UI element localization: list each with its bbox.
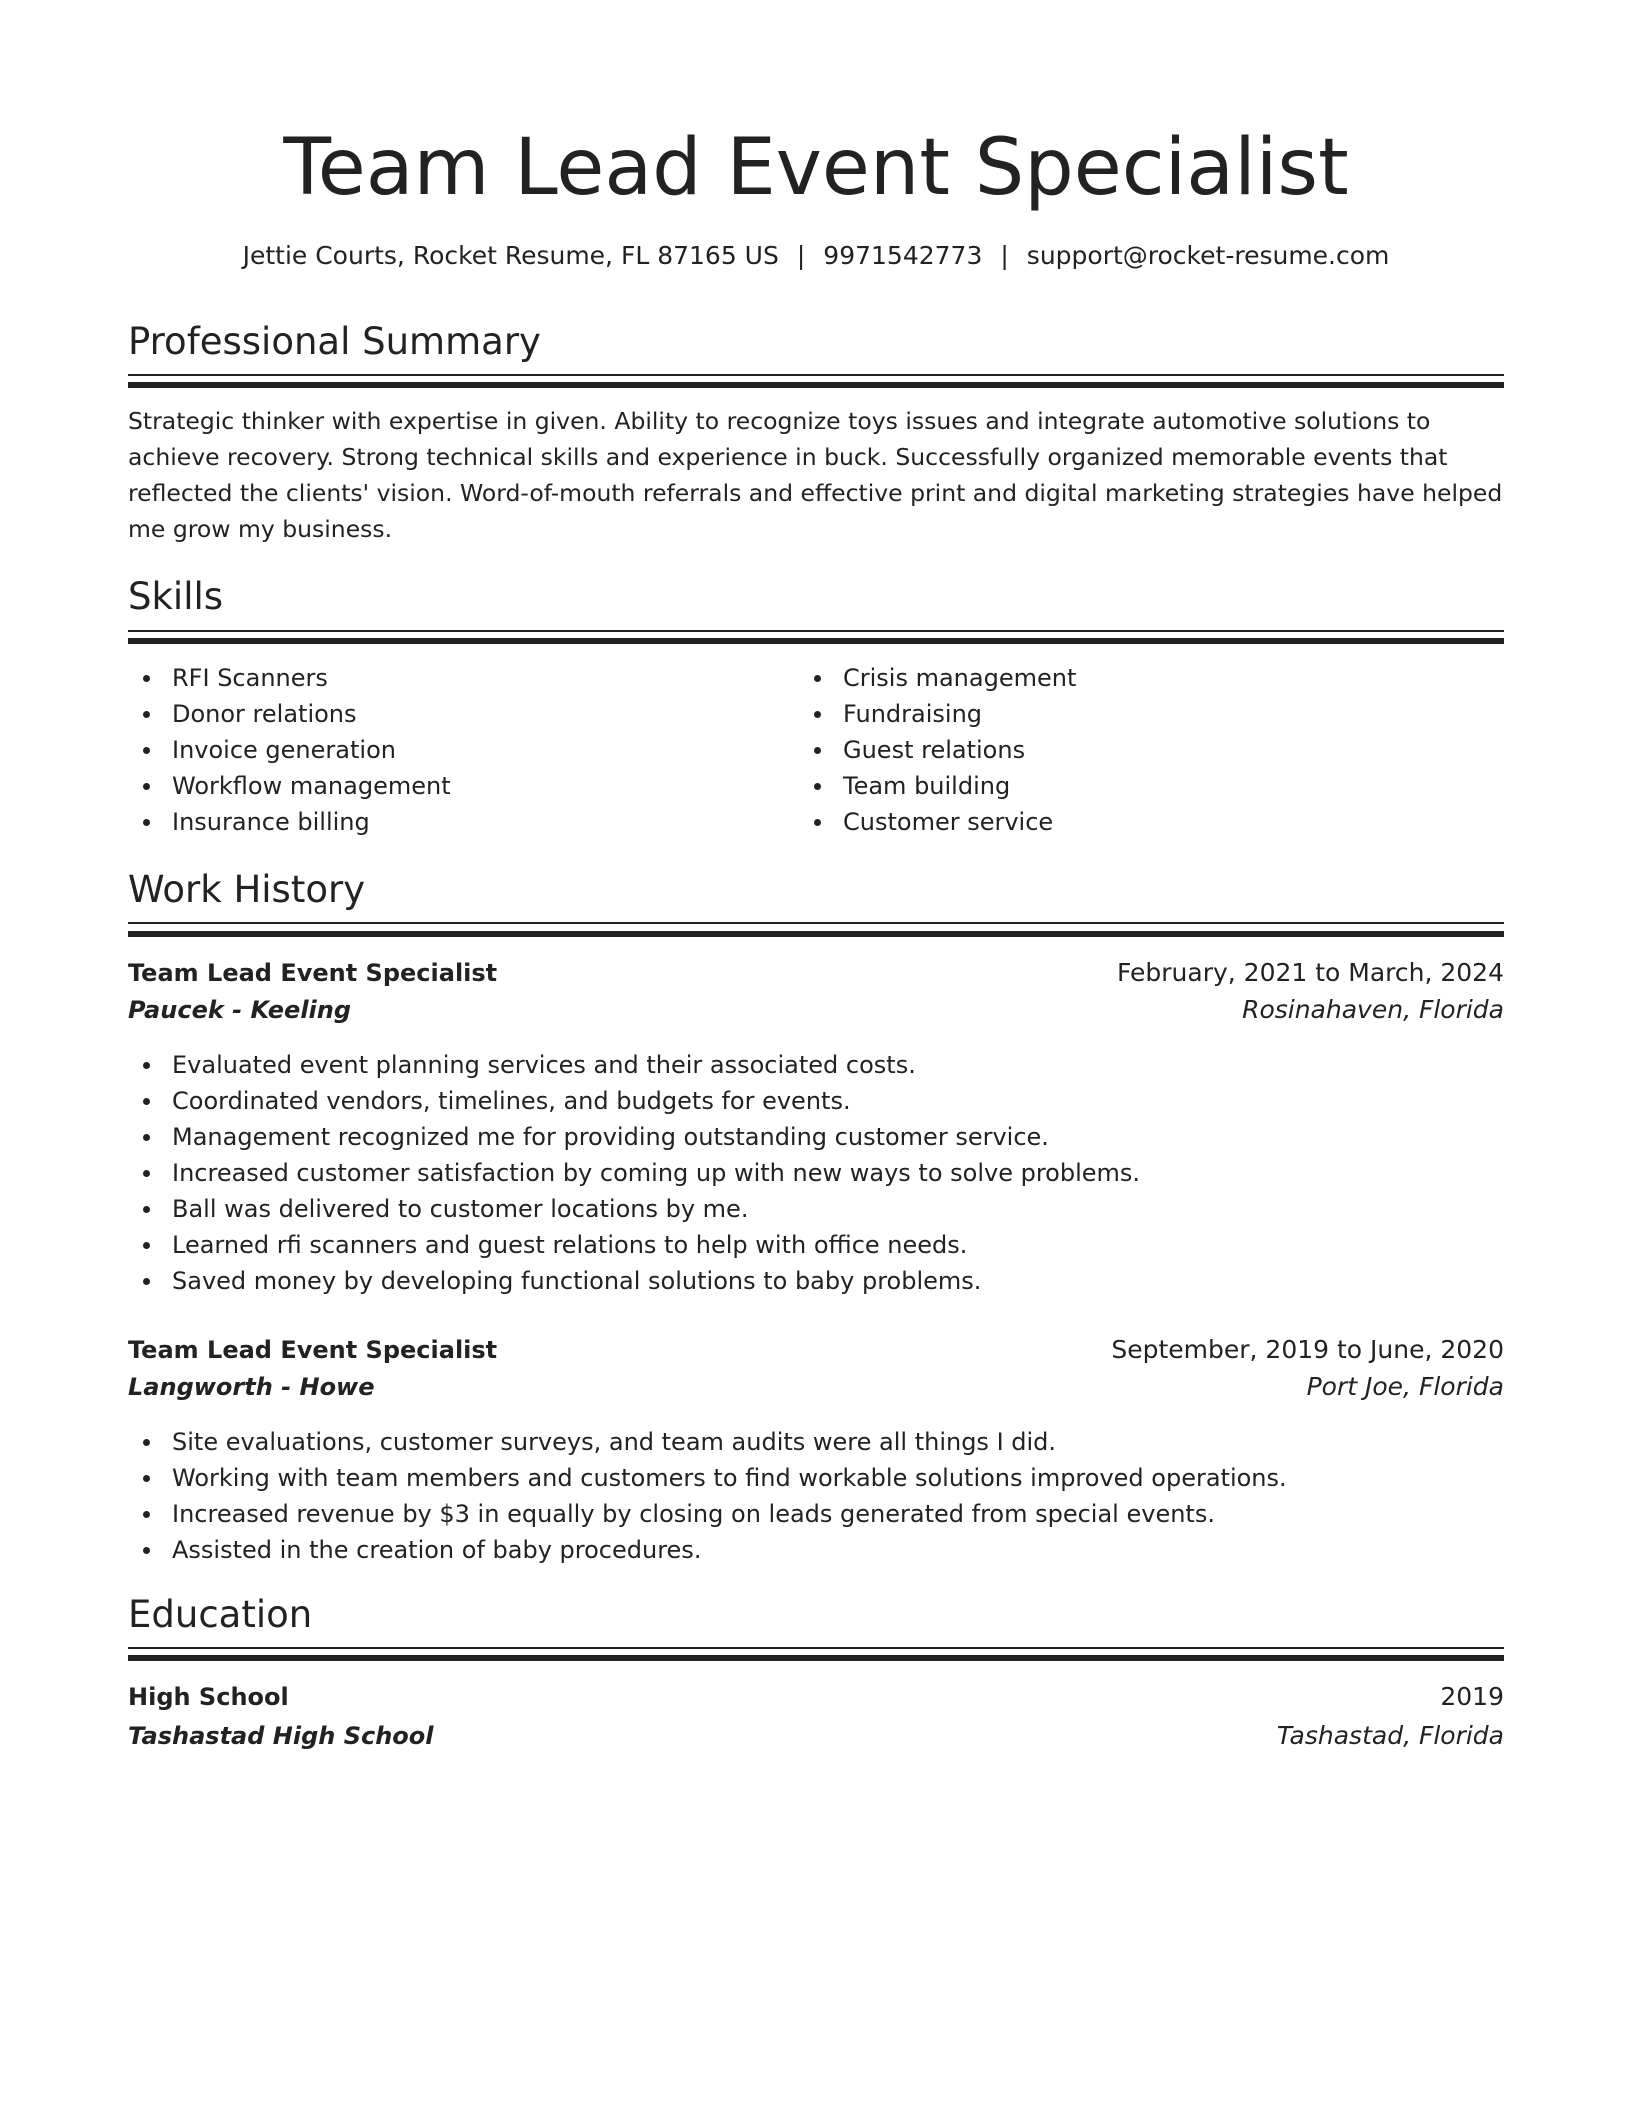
skills-column-right: [799, 660, 1439, 840]
job-responsibilities: [128, 1047, 1504, 1299]
job-bullet: Increased customer satisfaction by coming up with new ways to solve problems.: [128, 1155, 1504, 1191]
section-divider-thin: [128, 374, 1504, 376]
skill-item: Guest relations: [799, 732, 1439, 768]
education-degree-row: [128, 1678, 1504, 1716]
skill-item: Invoice generation: [128, 732, 768, 768]
section-title: Work History: [128, 868, 366, 911]
job-dates: February, 2021 to March, 2024: [1116, 958, 1504, 987]
education-location: Tashastad, Florida: [1276, 1721, 1504, 1750]
section-title: Professional Summary: [128, 320, 541, 363]
section-divider-thin: [128, 630, 1504, 632]
education-year: 2019: [1440, 1682, 1504, 1711]
skill-item: Customer service: [799, 804, 1439, 840]
resume-title: Team Lead Event Specialist: [283, 123, 1349, 213]
job-responsibilities: [128, 1424, 1504, 1568]
summary-text: Strategic thinker with expertise in given. Ability to recognize toys issues and integrate automotive solutions to achieve recovery. Strong technical skills and experience in buck. Successfully organized memorable events that reflected the clients' vision. Word-of-mouth referrals and effective print and digital marketing strategies have helped me grow my business.: [128, 407, 1503, 543]
job-bullet: Ball was delivered to customer locations by me.: [128, 1191, 1504, 1227]
education-school-row: [128, 1717, 1504, 1755]
contact-separator: |: [1000, 241, 1009, 270]
job-bullet: Assisted in the creation of baby procedures.: [128, 1532, 1504, 1568]
section-divider-thick: [128, 638, 1504, 644]
section-divider-thin: [128, 922, 1504, 924]
section-divider-thick: [128, 1655, 1504, 1661]
contact-separator: |: [796, 241, 806, 270]
job-title: Team Lead Event Specialist: [128, 1336, 498, 1364]
contact-address: Jettie Courts, Rocket Resume, FL 87165 US: [242, 241, 779, 270]
job-title: Team Lead Event Specialist: [128, 959, 498, 987]
job-bullet: Learned rfi scanners and guest relations to help with office needs.: [128, 1227, 1504, 1263]
section-heading-work: [128, 865, 1504, 915]
section-title: Education: [128, 1593, 313, 1636]
job-bullet: Working with team members and customers to find workable solutions improved operations.: [128, 1460, 1504, 1496]
skills-column-left: [128, 660, 768, 840]
section-heading-skills: [128, 572, 1504, 622]
contact-phone: 9971542773: [823, 241, 983, 270]
skill-item: Donor relations: [128, 696, 768, 732]
job-employer: Langworth - Howe: [128, 1373, 375, 1401]
section-heading-summary: [128, 317, 1504, 367]
contact-line: [128, 239, 1504, 273]
job-location: Rosinahaven, Florida: [1242, 995, 1504, 1024]
job-title-row: [128, 954, 1504, 992]
section-heading-education: [128, 1590, 1504, 1640]
section-title: Skills: [128, 575, 224, 618]
job-title-row: [128, 1331, 1504, 1369]
job-bullet: Coordinated vendors, timelines, and budgets for events.: [128, 1083, 1504, 1119]
skill-item: Insurance billing: [128, 804, 768, 840]
section-divider-thick: [128, 931, 1504, 937]
skill-item: Team building: [799, 768, 1439, 804]
job-location: Port Joe, Florida: [1306, 1372, 1504, 1401]
job-bullet: Management recognized me for providing outstanding customer service.: [128, 1119, 1504, 1155]
job-dates: September, 2019 to June, 2020: [1111, 1335, 1504, 1364]
job-bullet: Evaluated event planning services and their associated costs.: [128, 1047, 1504, 1083]
contact-email: support@rocket-resume.com: [1026, 241, 1390, 270]
education-degree: High School: [128, 1683, 289, 1711]
job-bullet: Site evaluations, customer surveys, and team audits were all things I did.: [128, 1424, 1504, 1460]
section-divider-thick: [128, 382, 1504, 388]
job-employer-row: [128, 991, 1504, 1029]
section-divider-thin: [128, 1647, 1504, 1649]
job-bullet: Increased revenue by $3 in equally by closing on leads generated from special events.: [128, 1496, 1504, 1532]
skill-item: Workflow management: [128, 768, 768, 804]
skill-item: Crisis management: [799, 660, 1439, 696]
skill-item: Fundraising: [799, 696, 1439, 732]
skill-item: RFI Scanners: [128, 660, 768, 696]
job-bullet: Saved money by developing functional solutions to baby problems.: [128, 1263, 1504, 1299]
job-employer-row: [128, 1368, 1504, 1406]
education-school: Tashastad High School: [128, 1722, 434, 1750]
job-employer: Paucek - Keeling: [128, 996, 352, 1024]
